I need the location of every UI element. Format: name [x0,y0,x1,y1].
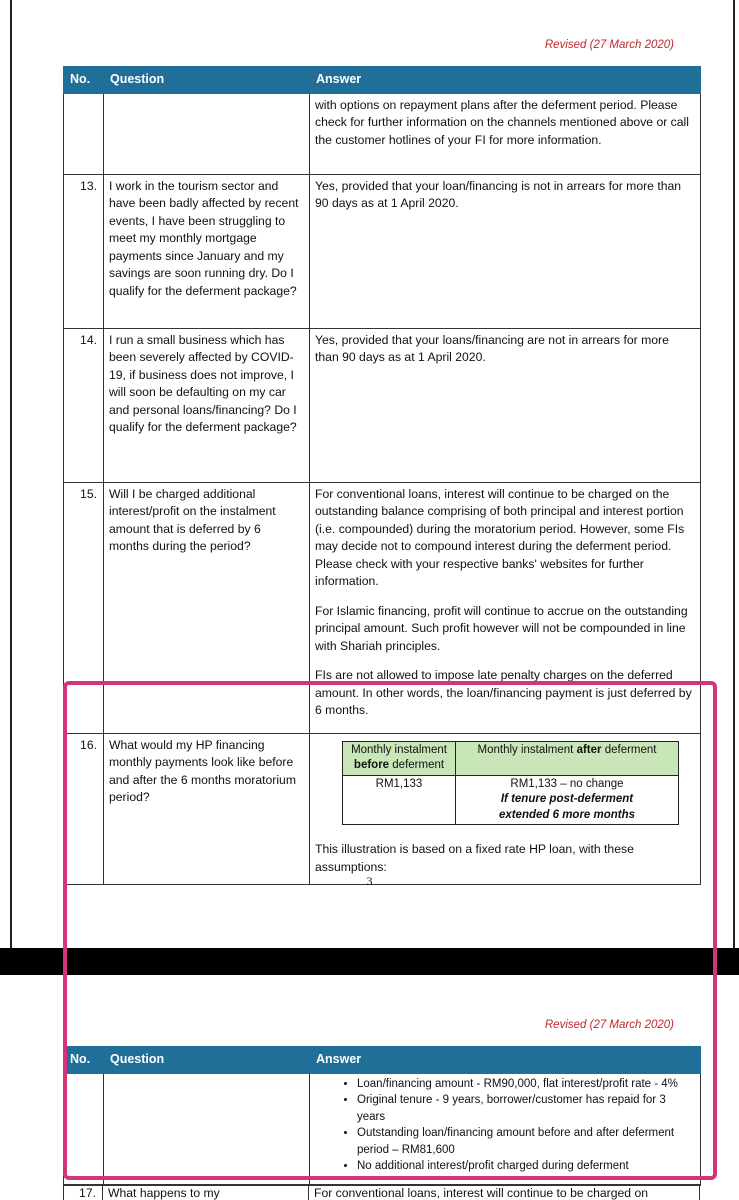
row-answer [310,733,701,885]
row-question: Will I be charged additional interest/profit on the instalment amount that is deferred by 6 months during the period? [104,482,310,733]
row-question: What would my HP financing monthly payments look like before and after the 6 months moratorium period? [104,733,310,885]
revised-date: Revised (27 March 2020) [544,1019,674,1031]
header-question: Question [104,1047,310,1074]
faq-table-page2 [63,1046,701,1186]
page-separator [0,948,739,975]
row-number: 16. [64,733,104,885]
header-no: No. [64,67,104,94]
instalment-header-after: Monthly instalment after deferment [456,741,679,775]
page-right-edge [733,0,735,948]
row-number: 15. [64,482,104,733]
row-number: 14. [64,328,104,482]
row-question: What happens to my [103,1184,309,1200]
row-question [104,1073,310,1186]
illustration-note: This illustration is based on a fixed rate HP loan, with these assumptions: [315,842,634,874]
header-answer: Answer [310,67,701,94]
row-answer: For conventional loans, interest will continue to be charged on [309,1184,700,1200]
instalment-after-value: RM1,133 – no change If tenure post-deferment extended 6 more months [456,775,679,825]
revised-date: Revised (27 March 2020) [544,39,674,51]
instalment-header-before: Monthly instalment before deferment [343,741,456,775]
instalment-table [342,741,679,826]
table-row [64,174,701,328]
row-question [104,93,310,174]
table-header-row [64,1047,701,1074]
list-item: • Outstanding loan/financing amount before and after deferment period – RM81,600 [357,1125,695,1158]
table-row [64,93,701,174]
page-number: 3 [366,874,373,888]
row-answer [310,1073,701,1186]
assumptions-list [315,1076,695,1176]
row-answer: Yes, provided that your loans/financing are not in arrears for more than 90 days as at 1 April 2020. [310,328,701,482]
row-question: I run a small business which has been severely affected by COVID-19, if business does not improve, I will soon be defaulting on my car and personal loans/financing? Do I qualify for the deferment package? [104,328,310,482]
row-question: I work in the tourism sector and have been badly affected by recent events, I have been struggling to meet my monthly mortgage payments since January and my savings are soon running dry. Do I qualify for the deferment package? [104,174,310,328]
header-answer: Answer [310,1047,701,1074]
table-row [64,1073,701,1186]
next-row-cutoff [63,1184,700,1200]
row-number: 13. [64,174,104,328]
header-question: Question [104,67,310,94]
faq-table-page1 [63,66,701,885]
list-item: • Loan/financing amount - RM90,000, flat interest/profit rate - 4% [357,1076,695,1093]
list-item: • No additional interest/profit charged during deferment [357,1158,695,1175]
table-row [64,328,701,482]
list-item: • Original tenure - 9 years, borrower/customer has repaid for 3 years [357,1092,695,1125]
table-row [64,733,701,885]
page-left-edge [10,0,12,948]
table-row [64,482,701,733]
header-no: No. [64,1047,104,1074]
row-answer: Yes, provided that your loan/financing is not in arrears for more than 90 days as at 1 April 2020. [310,174,701,328]
table-header-row [64,67,701,94]
row-number: 17. [63,1184,103,1200]
row-answer: with options on repayment plans after the deferment period. Please check for further information on the channels mentioned above or call the customer hotlines of your FI for more information. [310,93,701,174]
instalment-before-value: RM1,133 [343,775,456,825]
row-number [64,93,104,174]
row-answer: For conventional loans, interest will continue to be charged on the outstanding balance comprising of both principal and interest portion (i.e. compounded) during the moratorium period. However, some FIs may decide not to compound interest during the deferment period. Please check with your respective banks' websites for further information. For Islamic financing, profit will continue to accrue on the outstanding principal amount. Such profit however will not be compounded in line with Shariah principles. FIs are not allowed to impose late penalty charges on the deferred amount. In other words, the loan/financing payment is just deferred by 6 months. [310,482,701,733]
row-number [64,1073,104,1186]
